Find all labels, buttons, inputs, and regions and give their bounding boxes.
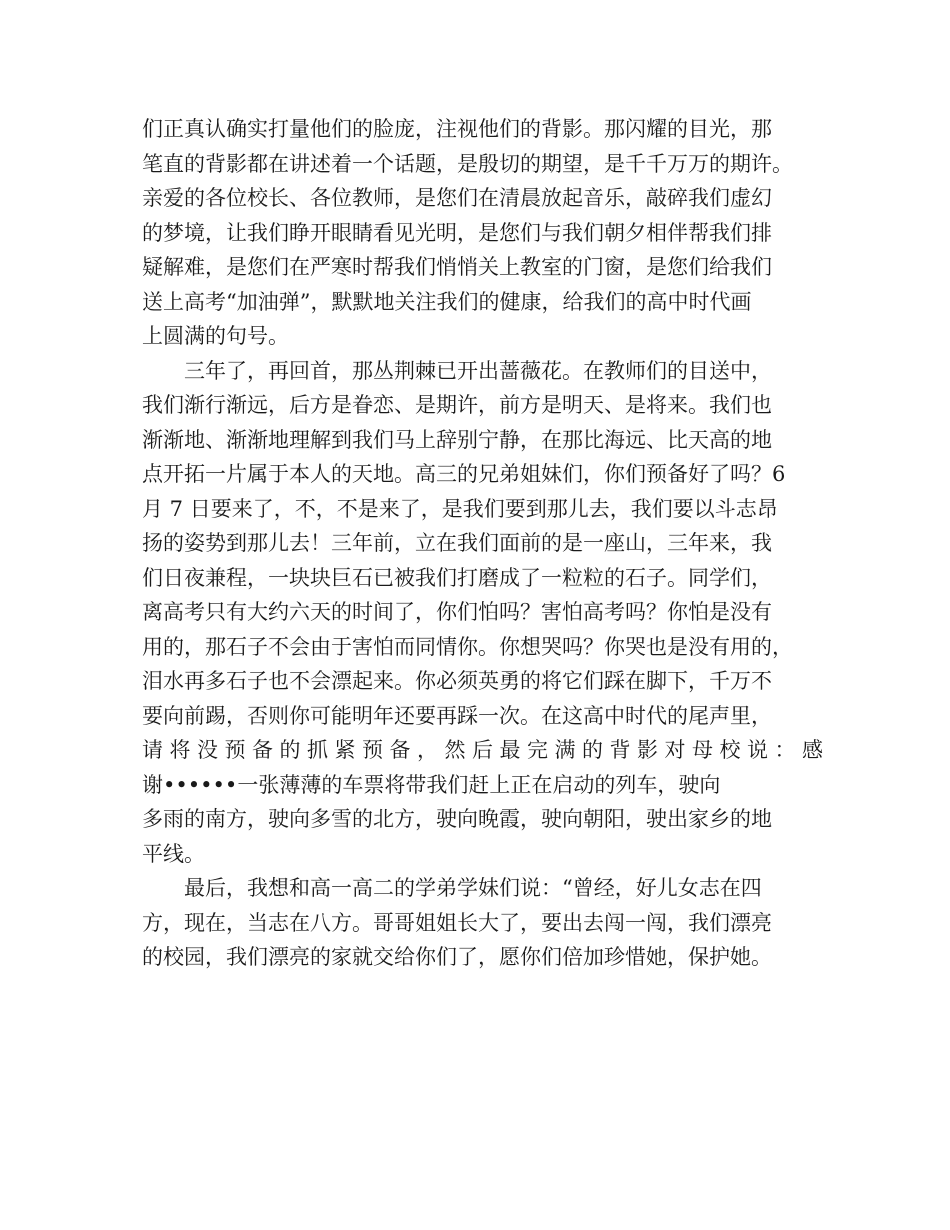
body-text bbox=[142, 112, 842, 975]
glyph: 满 bbox=[554, 738, 576, 762]
glyph: 备 bbox=[389, 738, 411, 762]
text-line: 我们渐行渐远，后方是眷恋、是期许，前方是明天、是将来。我们也 bbox=[142, 393, 772, 417]
glyph: 背 bbox=[609, 738, 631, 762]
glyph: 影 bbox=[637, 738, 658, 762]
text-line: 最后，我想和高一高二的学弟学妹们说：“曾经，好儿女志在四 bbox=[184, 876, 762, 900]
glyph: 然 bbox=[444, 738, 466, 762]
text-line: 用的，那石子不会由于害怕而同情你。你想哭吗？你哭也是没有用的， bbox=[142, 634, 793, 659]
text-line-justified bbox=[142, 733, 823, 768]
text-line: 的梦境，让我们睁开眼睛看见光明，是您们与我们朝夕相伴帮我们排 bbox=[142, 220, 772, 245]
text-line: 谢••••••一张薄薄的车票将带我们赶上正在启动的列车，驶向 bbox=[142, 772, 721, 797]
text-line: 们日夜兼程，一块块巨石已被我们打磨成了一粒粒的石子。同学们， bbox=[142, 565, 772, 590]
text-line: 离高考只有大约六天的时间了，你们怕吗？害怕高考吗？你怕是没有 bbox=[142, 600, 772, 624]
paragraph-1 bbox=[142, 112, 842, 354]
text-line: 泪水再多石子也不会漂起来。你必须英勇的将它们踩在脚下，千万不 bbox=[142, 669, 772, 693]
glyph: ： bbox=[774, 738, 796, 762]
glyph: 紧 bbox=[334, 738, 356, 762]
text-line: 月 7 日要来了，不，不是来了，是我们要到那儿去，我们要以斗志昂 bbox=[142, 496, 778, 521]
glyph: 后 bbox=[472, 738, 493, 762]
text-line: 们正真认确实打量他们的脸庞，注视他们的背影。那闪耀的目光，那 bbox=[142, 117, 772, 141]
glyph: 的 bbox=[582, 738, 603, 762]
glyph: 没 bbox=[197, 738, 218, 762]
glyph: 对 bbox=[664, 738, 686, 762]
glyph: 完 bbox=[527, 738, 548, 762]
text-line: 多雨的南方，驶向多雪的北方，驶向晚霞，驶向朝阳，驶出家乡的地 bbox=[142, 807, 772, 831]
glyph: 感 bbox=[802, 738, 823, 762]
text-line: 扬的姿势到那儿去！三年前，立在我们面前的是一座山，三年来，我 bbox=[142, 531, 772, 555]
glyph: 预 bbox=[362, 738, 383, 762]
glyph: 最 bbox=[499, 738, 521, 762]
paragraph-2 bbox=[142, 354, 842, 872]
glyph: 预 bbox=[224, 738, 246, 762]
text-line: 要向前踢，否则你可能明年还要再踩一次。在这高中时代的尾声里， bbox=[142, 703, 772, 728]
text-line: 亲爱的各位校长、各位教师，是您们在清晨放起音乐，敲碎我们虚幻 bbox=[142, 186, 772, 210]
paragraph-3 bbox=[142, 871, 842, 975]
glyph: ， bbox=[417, 738, 438, 762]
text-line: 疑解难，是您们在严寒时帮我们悄悄关上教室的门窗，是您们给我们 bbox=[142, 255, 772, 279]
text-line: 上圆满的句号。 bbox=[142, 324, 289, 348]
glyph: 抓 bbox=[307, 738, 328, 762]
glyph: 校 bbox=[719, 738, 741, 762]
text-line: 点开拓一片属于本人的天地。高三的兄弟姐妹们，你们预备好了吗？6 bbox=[142, 462, 786, 486]
text-line: 渐渐地、渐渐地理解到我们马上辞别宁静，在那比海远、比天高的地 bbox=[142, 427, 772, 452]
text-line: 方，现在，当志在八方。哥哥姐姐长大了，要出去闯一闯，我们漂亮 bbox=[142, 910, 772, 935]
text-line: 三年了，再回首，那丛荆棘已开出蔷薇花。在教师们的目送中， bbox=[184, 358, 772, 383]
text-line: 送上高考“加油弹”，默默地关注我们的健康，给我们的高中时代画 bbox=[142, 289, 752, 314]
text-line: 的校园，我们漂亮的家就交给你们了，愿你们倍加珍惜她，保护她。 bbox=[142, 945, 772, 969]
glyph: 说 bbox=[747, 738, 768, 762]
glyph: 请 bbox=[142, 738, 163, 762]
text-line: 笔直的背影都在讲述着一个话题，是殷切的期望，是千千万万的期许。 bbox=[142, 151, 793, 176]
text-line: 平线。 bbox=[142, 841, 205, 866]
glyph: 备 bbox=[252, 738, 273, 762]
glyph: 将 bbox=[169, 738, 191, 762]
glyph: 的 bbox=[279, 738, 301, 762]
glyph: 母 bbox=[692, 738, 713, 762]
